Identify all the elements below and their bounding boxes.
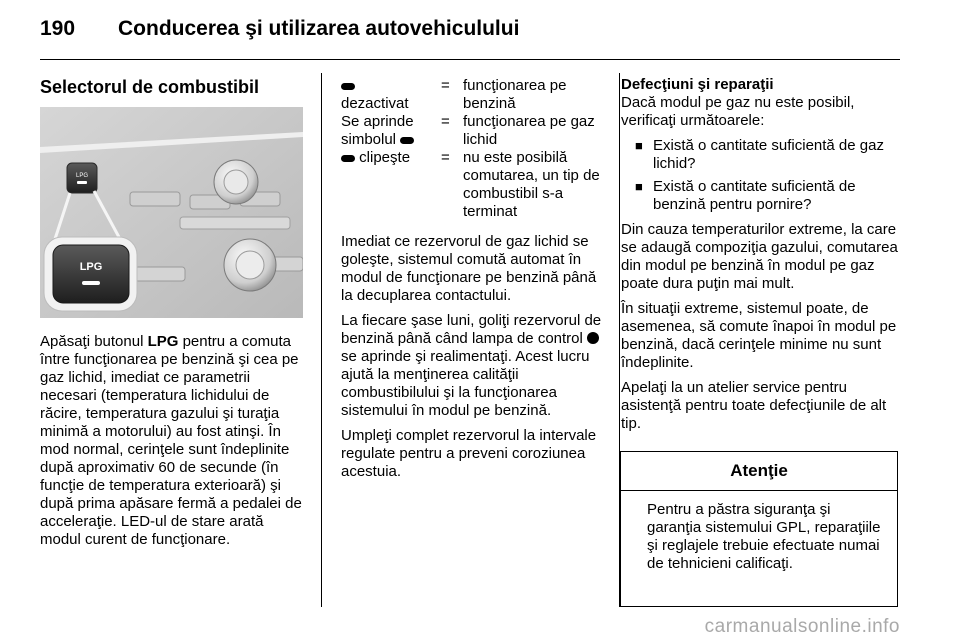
led-status-table [341,77,606,221]
warning-title: Atenţie [621,452,897,491]
paragraph: Dacă modul pe gaz nu este posibil, verificaţi următoarele: [621,94,855,129]
status-row-lit: Se aprinde simbolul = funcţionarea pe gaz lichid [341,113,595,148]
paragraph: În situaţii extreme, sistemul poate, de asemenea, să comute înapoi în modul pe benzină, dacă cerinţele minime nu sunt îndeplinite. [621,300,897,371]
faults-section [621,76,902,440]
paragraph: Imediat ce rezervorul de gaz lichid se goleşte, sistemul comută automat în modul de funcţionare pe benzină până la decuplarea contactului. [341,233,597,304]
small-button-label: LPG [75,173,89,179]
led-indicator [82,281,100,285]
faults-heading: Defecţiuni şi reparaţii [621,76,774,93]
square-bullet-icon: ■ [635,179,643,194]
lpg-button-description: Apăsaţi butonul LPG pentru a comuta între funcţionarea pe benzină şi cea pe gaz lichid, imediat ce parametrii necesari (temperatura lichidului de răcire, temperatura gazului şi turaţia minimă a motorului) au fost atinşi. În mod normal, cerinţele sunt îndeplinite după aproximativ 60 de secunde (în funcţie de temperatura exterioară) şi după prima apăsare fermă a pedalei de acceleraţie. LED-ul de stare arată modul curent de funcţionare. [40,333,302,548]
paragraph: Apelaţi la un atelier service pentru asistenţă pentru toate defecţiunile de alt tip. [621,379,887,432]
page-number: 190 [40,17,76,40]
checklist [621,137,902,214]
lpg-label: LPG [147,333,179,350]
status-row-off: dezactivat = funcţionarea pe benzină [341,77,567,112]
header-rule [40,59,900,60]
warning-body: Pentru a păstra siguranţa şi garanţia sistemului GPL, reparaţiile şi reglajele trebuie efectuate numai de tehnicieni calificaţi. [647,501,881,572]
paragraph: Din cauza temperaturilor extreme, la care se adaugă compoziţia gazului, comutarea din modul pe benzină în modul pe gaz poate dura puţin mai mult. [621,221,898,292]
watermark: carmanualsonline.info [704,616,900,637]
square-bullet-icon: ■ [635,138,643,153]
section-title: Selectorul de combustibil [40,77,260,97]
column-divider-left [321,73,322,607]
led-pill-icon [341,155,355,162]
control-lamp-icon [587,332,599,344]
lpg-button-photo [40,107,303,318]
led-pill-icon [341,83,355,90]
header-title: Conducerea şi utilizarea autovehiculului [118,17,520,40]
lpg-button-illustration [40,107,303,318]
list-item: ■ Există o cantitate suficientă de gaz lichid? [635,137,884,172]
paragraph: Umpleţi complet rezervorul la intervale regulate pentru a preveni coroziunea acestuia. [341,427,597,480]
lpg-operation-text [341,233,605,488]
list-item: ■ Există o cantitate suficientă de benzină pentru pornire? [635,178,856,213]
warning-box [620,451,898,607]
paragraph: La fiecare şase luni, goliţi rezervorul de benzină până când lampa de control se aprinde şi realimentaţi. Acest lucru ajută la menţinerea calităţii combustibilului şi la funcţionarea sistemului în modul pe benzină. [341,312,602,419]
led-pill-icon [400,137,414,144]
status-row-flashing: clipeşte = nu este posibilă comutarea, un tip de combustibil s-a terminat [341,149,606,221]
large-button-label: LPG [79,261,103,273]
